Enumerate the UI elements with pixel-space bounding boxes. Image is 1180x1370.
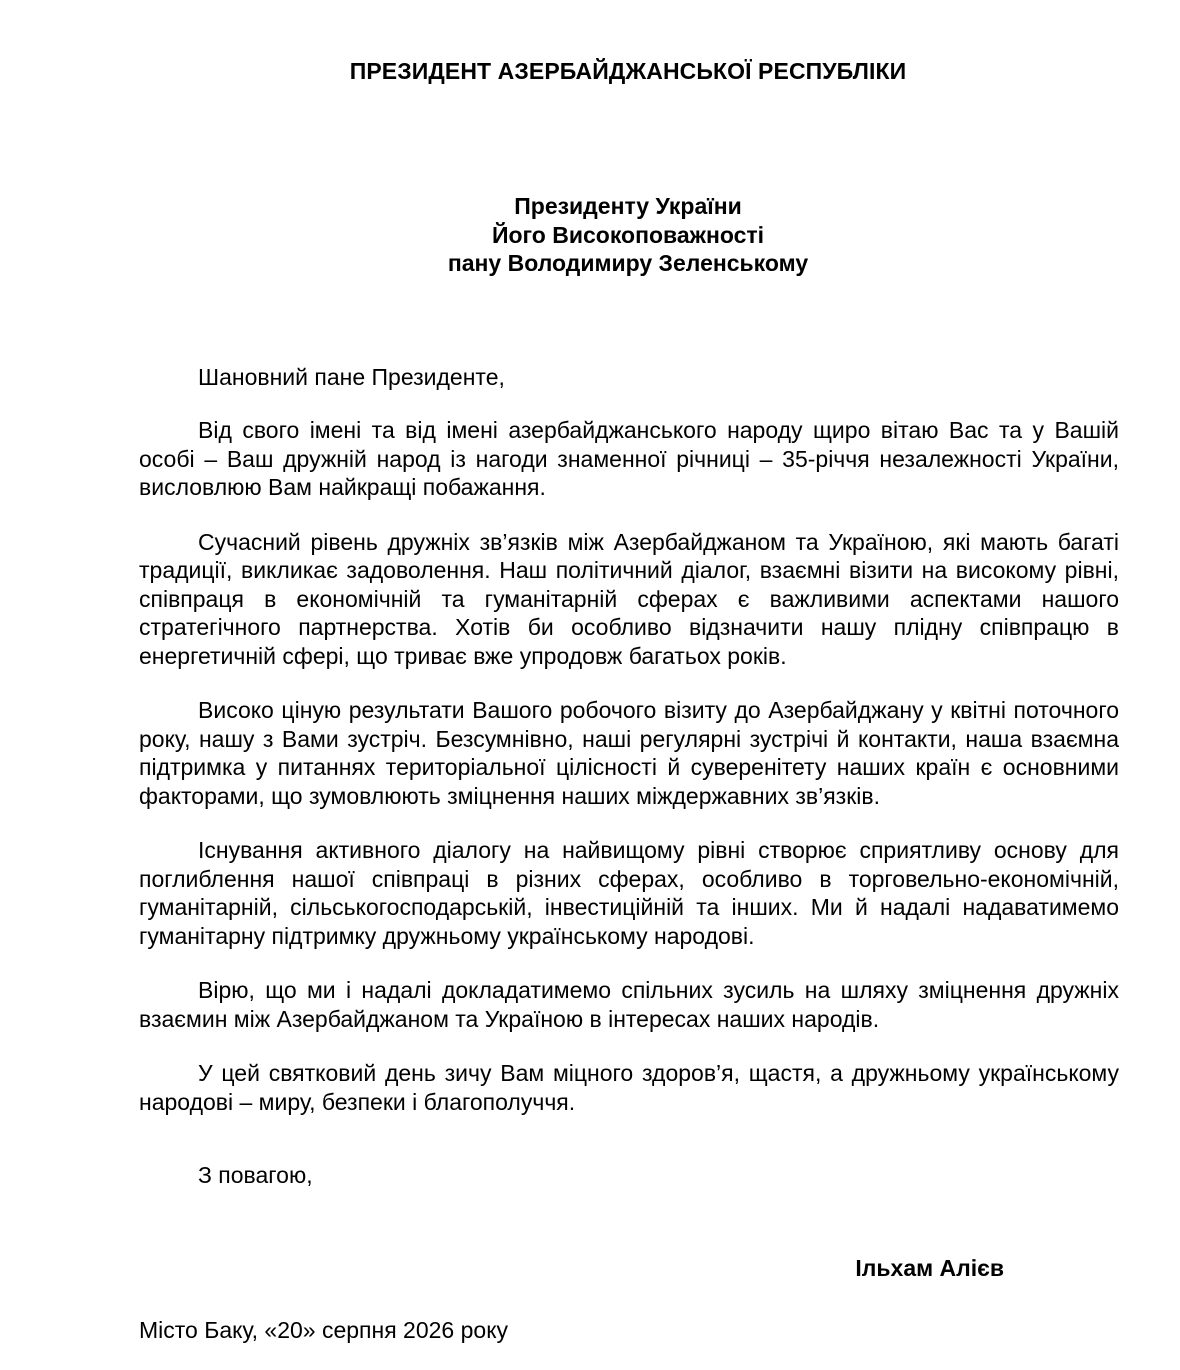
body-paragraph: Сучасний рівень дружніх зв’язків між Азербайджаном та Україною, які мають багаті традиції, викликає задоволення. Наш політичний діалог, взаємні візити на високому рівні, співпраця в економічній та гуманітарній сферах є важливими аспектами нашого стратегічного партнерства. Хотів би особливо відзначити нашу плідну співпрацю в енергетичній сфері, що триває вже упродовж багатьох років. <box>139 528 1119 669</box>
body-paragraph: У цей святковий день зичу Вам міцного здоров’я, щастя, а дружньому українському народові – миру, безпеки і благополуччя. <box>139 1060 1119 1115</box>
addressee-line: Його Високоповажності <box>491 221 765 248</box>
addressee-block <box>0 192 1180 278</box>
salutation: Шановний пане Президенте, <box>198 364 505 390</box>
body-paragraph: Від свого імені та від імені азербайджанського народу щиро вітаю Вас та у Вашій особі – Ваш дружній народ із нагоди знаменної річниці – 35-річчя незалежності України, висловлюю Вам найкращі побажання. <box>139 417 1119 500</box>
addressee-line: пану Володимиру Зеленському <box>447 250 809 276</box>
letter-body <box>139 416 1119 1142</box>
letter-header: ПРЕЗИДЕНТ АЗЕРБАЙДЖАНСЬКОЇ РЕСПУБЛІКИ <box>349 58 907 84</box>
place-date: Місто Баку, «20» серпня 2026 року <box>139 1317 509 1343</box>
closing-phrase: З повагою, <box>198 1162 313 1188</box>
addressee-line: Президенту України <box>514 193 742 219</box>
body-paragraph: Вірю, що ми і надалі докладатимемо спільних зусиль на шляху зміцнення дружніх взаємин між Азербайджаном та Україною в інтересах наших народів. <box>139 977 1119 1032</box>
signature-name: Ільхам Алієв <box>855 1255 1004 1281</box>
body-paragraph: Існування активного діалогу на найвищому рівні створює сприятливу основу для поглиблення нашої співпраці в різних сферах, особливо в торговельно-економічній, гуманітарній, сільськогосподарській, інвестиційній та інших. Ми й надалі надаватимемо гуманітарну підтримку дружньому українському народові. <box>139 837 1119 949</box>
body-paragraph: Високо ціную результати Вашого робочого візиту до Азербайджану у квітні поточного року, нашу з Вами зустріч. Безсумнівно, наші регулярні зустрічі й контакти, наша взаємна підтримка у питаннях територіальної цілісності й суверенітету наших країн є основними факторами, що зумовлюють зміцнення наших міждержавних зв’язків. <box>139 697 1119 809</box>
